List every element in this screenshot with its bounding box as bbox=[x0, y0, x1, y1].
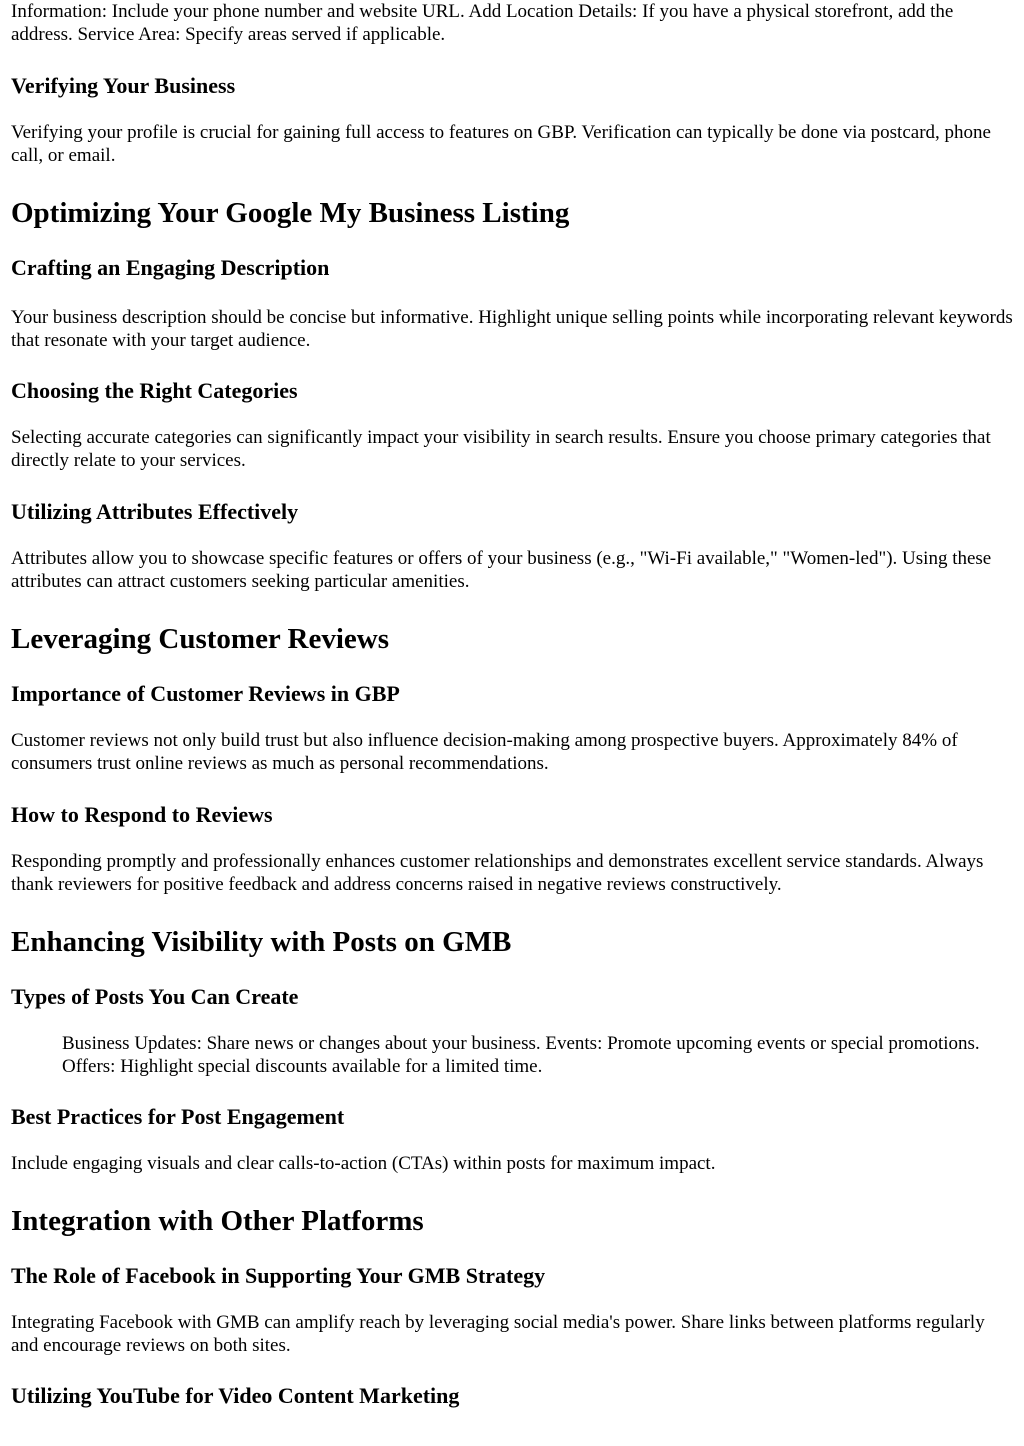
reviews-section-heading: Leveraging Customer Reviews bbox=[11, 623, 390, 655]
respond-paragraph: Responding promptly and professionally enhances customer relationships and demonstrates excellent service standards. Always thank reviewers for positive feedback and address concerns raised in negative reviews constructively. bbox=[11, 851, 984, 895]
posts-section-heading: Enhancing Visibility with Posts on GMB bbox=[11, 926, 512, 958]
attributes-heading: Utilizing Attributes Effectively bbox=[11, 499, 299, 524]
intro-paragraph: Information: Include your phone number and website URL. Add Location Details: If you have a physical storefront, add the address. Service Area: Specify areas served if applicable. bbox=[11, 1, 954, 45]
optimizing-section-heading: Optimizing Your Google My Business Listing bbox=[11, 197, 570, 229]
practices-heading: Best Practices for Post Engagement bbox=[11, 1104, 345, 1129]
respond-heading: How to Respond to Reviews bbox=[11, 802, 273, 827]
categories-paragraph: Selecting accurate categories can significantly impact your visibility in search results. Ensure you choose primary categories that directly relate to your services. bbox=[11, 427, 991, 471]
youtube-heading: Utilizing YouTube for Video Content Marketing bbox=[11, 1383, 460, 1408]
importance-paragraph: Customer reviews not only build trust but also influence decision-making among prospective buyers. Approximately 84% of consumers trust online reviews as much as personal recommendations. bbox=[11, 730, 958, 774]
description-heading: Crafting an Engaging Description bbox=[11, 255, 330, 280]
attributes-paragraph: Attributes allow you to showcase specific features or offers of your business (e.g., "Wi-Fi available," "Women-led"). Using these attributes can attract customers seeking particular amenities. bbox=[11, 548, 992, 592]
facebook-paragraph: Integrating Facebook with GMB can amplify reach by leveraging social media's power. Share links between platforms regularly and encourage reviews on both sites. bbox=[11, 1312, 985, 1356]
categories-heading: Choosing the Right Categories bbox=[11, 378, 298, 403]
post-types-heading: Types of Posts You Can Create bbox=[11, 984, 299, 1009]
facebook-heading: The Role of Facebook in Supporting Your GMB Strategy bbox=[11, 1263, 546, 1288]
importance-heading: Importance of Customer Reviews in GBP bbox=[11, 681, 400, 706]
verifying-paragraph: Verifying your profile is crucial for gaining full access to features on GBP. Verification can typically be done via postcard, phone call, or email. bbox=[11, 122, 991, 166]
post-types-blockquote: Business Updates: Share news or changes about your business. Events: Promote upcoming events or special promotions. Offers: Highlight special discounts available for a limited time. bbox=[62, 1033, 980, 1077]
description-paragraph: Your business description should be concise but informative. Highlight unique selling points while incorporating relevant keywords that resonate with your target audience. bbox=[11, 307, 1013, 351]
verifying-heading: Verifying Your Business bbox=[11, 73, 236, 98]
integration-section-heading: Integration with Other Platforms bbox=[11, 1205, 424, 1237]
practices-paragraph: Include engaging visuals and clear calls-to-action (CTAs) within posts for maximum impact. bbox=[11, 1153, 716, 1174]
